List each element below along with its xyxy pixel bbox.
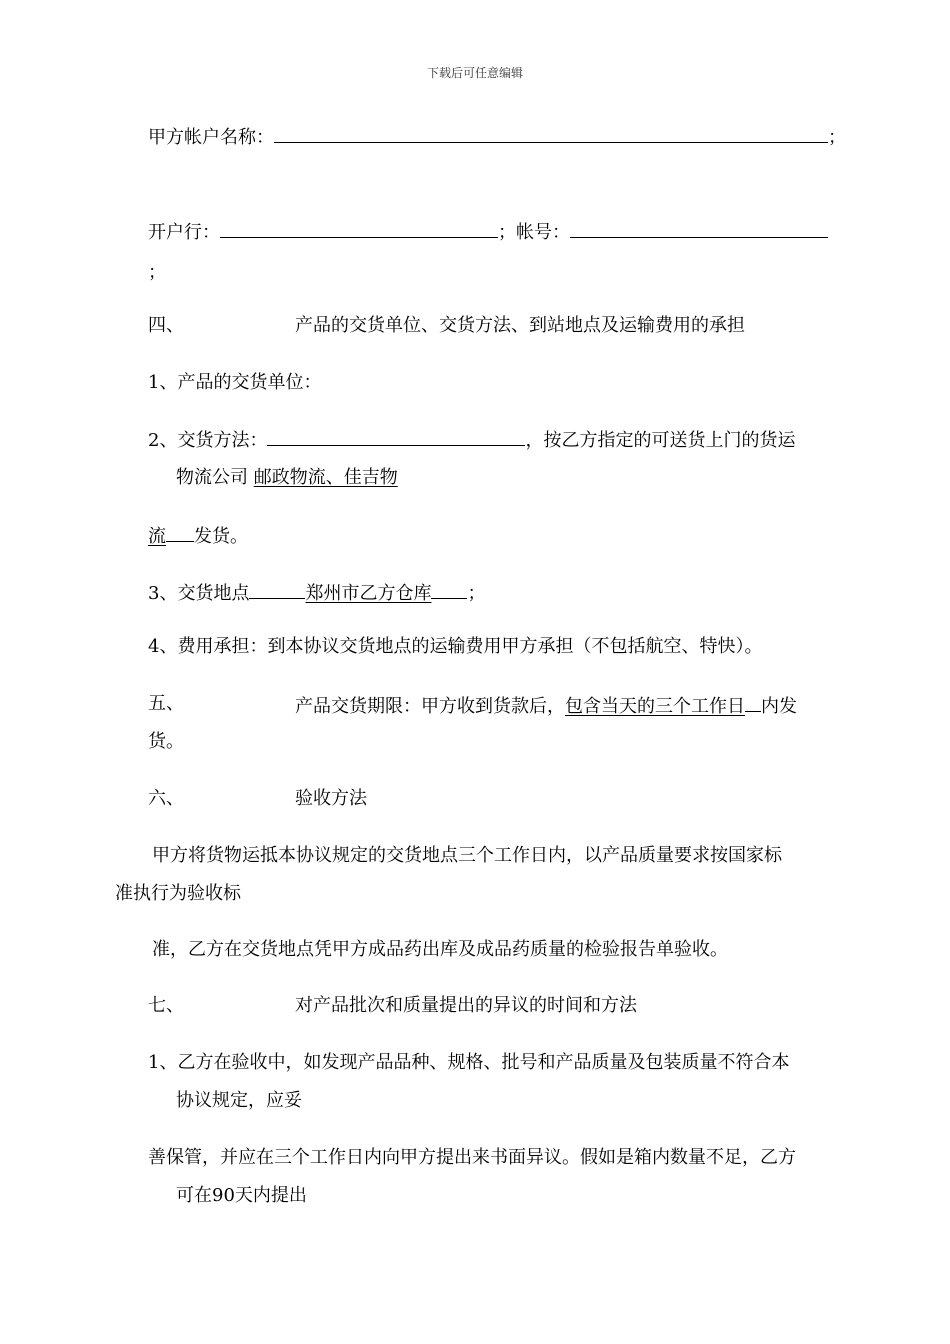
page-header: 下载后可任意编辑 — [426, 66, 523, 80]
section-6-para-line3: 准，乙方在交货地点凭甲方成品药出库及成品药质量的检验报告单验收。 — [152, 939, 728, 960]
item-3 — [148, 580, 485, 605]
logistics-name-part1: 邮政物流、佳吉物 — [253, 467, 398, 488]
section-6-para-line1: 甲方将货物运抵本协议规定的交货地点三个工作日内，以产品质量要求按国家标 — [152, 845, 782, 866]
item-4: 4、费用承担：到本协议交货地点的运输费用甲方承担（不包括航空、特快）。 — [148, 636, 763, 657]
item-2-line2 — [176, 467, 398, 489]
section-5-wrap: 货。 — [148, 731, 184, 752]
account-name-row — [148, 126, 846, 149]
account-name-label: 甲方帐户名称： — [148, 127, 274, 148]
underline-spacer — [745, 693, 761, 712]
section-7-item1-line3: 善保管，并应在三个工作日内向甲方提出来书面异议。假如是箱内数量不足，乙方 — [148, 1147, 796, 1168]
ship-text: 发货。 — [194, 526, 248, 547]
item-2-line1 — [148, 429, 795, 452]
section-7-title: 对产品批次和质量提出的异议的时间和方法 — [295, 995, 637, 1016]
delivery-location: 郑州市乙方仓库 — [305, 583, 432, 604]
delivery-term-label: 产品交货期限：甲方收到货款后， — [295, 696, 565, 717]
section-7-item1-line4: 可在90天内提出 — [176, 1185, 307, 1206]
delivery-term-value: 包含当天的三个工作日 — [565, 696, 745, 717]
item-2-line3 — [148, 523, 248, 548]
semicolon-wrap: ； — [148, 262, 166, 283]
section-7-item1-line2: 协议规定，应妥 — [176, 1090, 302, 1111]
section-4-number: 四、 — [148, 315, 184, 336]
item-1: 1、产品的交货单位： — [148, 372, 322, 393]
section-7-number: 七、 — [148, 995, 184, 1016]
section-6-para-line2: 准执行为验收标 — [115, 883, 241, 904]
delivery-term-tail: 内发 — [761, 696, 797, 717]
delivery-method-blank — [267, 429, 525, 446]
logistics-name-part2: 流 — [148, 526, 166, 547]
section-4-title: 产品的交货单位、交货方法、到站地点及运输费用的承担 — [295, 315, 745, 336]
item-2-label: 2、交货方法： — [148, 430, 268, 451]
section-5-number: 五、 — [148, 693, 184, 714]
item-3-label: 3、交货地点 — [148, 583, 250, 604]
item-2-text: ，按乙方指定的可送货上门的货运 — [525, 430, 796, 451]
account-name-blank — [274, 126, 828, 143]
bank-label: 开户行： — [148, 222, 220, 243]
bank-blank — [220, 221, 498, 238]
section-6-number: 六、 — [148, 788, 184, 809]
section-7-item1-line1: 1、乙方在验收中，如发现产品品种、规格、批号和产品质量及包装质量不符合本 — [148, 1052, 790, 1073]
underline-spacer — [431, 580, 467, 599]
bank-row — [148, 221, 828, 244]
logistics-label: 物流公司 — [176, 467, 248, 488]
section-5-text — [295, 693, 797, 718]
section-6-title: 验收方法 — [295, 788, 367, 809]
underline-spacer — [166, 523, 194, 542]
account-no-label: ；帐号： — [498, 222, 570, 243]
account-no-blank — [570, 221, 828, 238]
underline-spacer — [249, 580, 305, 599]
item-3-semicolon: ； — [467, 583, 486, 604]
semicolon: ； — [828, 127, 846, 148]
